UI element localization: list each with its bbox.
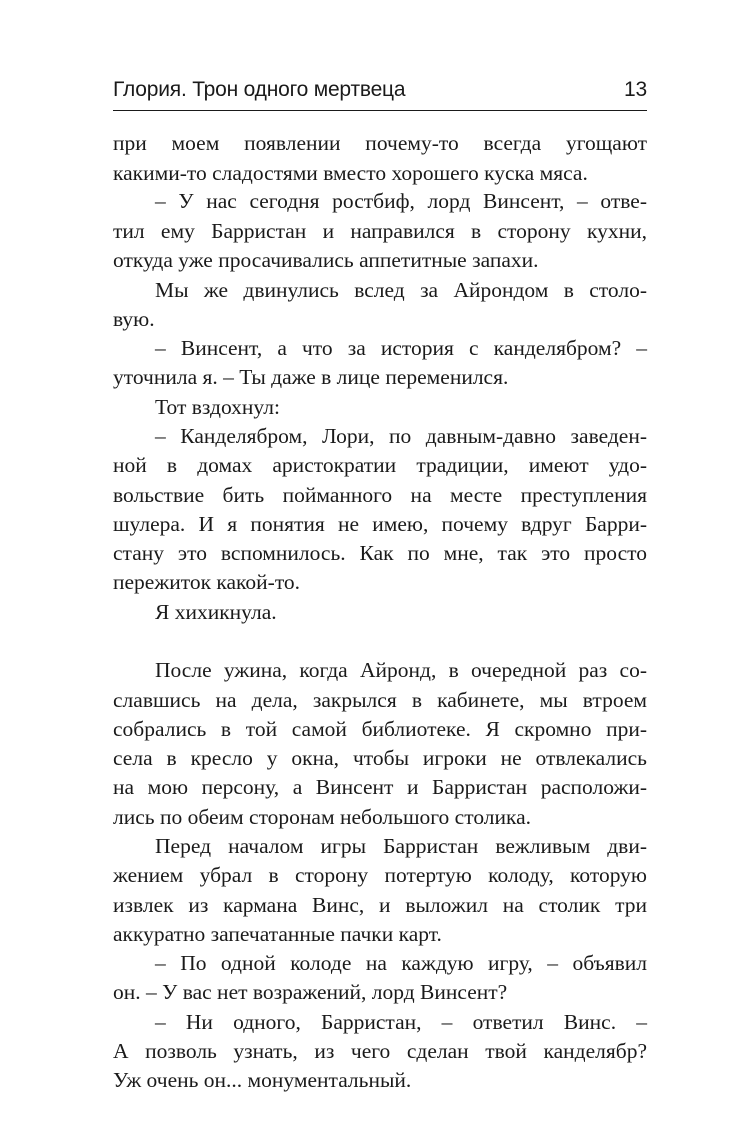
header-rule: [113, 110, 647, 111]
text-line: Мы же двинулись вслед за Айрондом в столо-: [155, 278, 647, 302]
text-line: жением убрал в сторону потертую колоду, которую: [113, 863, 647, 887]
text-line: – Винсент, а что за история с канделябром? –: [155, 336, 647, 360]
text-line: Перед началом игры Барристан вежливым дви-: [155, 834, 647, 858]
text-line: шулера. И я понятия не имею, почему вдруг Барри-: [113, 512, 647, 536]
text-line: – Канделябром, Лори, по давным-давно заведен-: [155, 424, 647, 448]
text-line: какими-то сладостями вместо хорошего куска мяса.: [113, 161, 588, 185]
text-line: извлек из кармана Винс, и выложил на столик три: [113, 893, 647, 917]
text-line: лись по обеим сторонам небольшого столика.: [113, 805, 532, 829]
text-line: тил ему Барристан и направился в сторону кухни,: [113, 219, 647, 243]
text-line: стану это вспомнилось. Как по мне, так это просто: [113, 541, 647, 565]
running-header: [113, 78, 647, 110]
text-line: Я хихикнула.: [155, 600, 277, 624]
text-line: А позволь узнать, из чего сделан твой канделябр?: [113, 1039, 647, 1063]
text-line: села в кресло у окна, чтобы игроки не отвлекались: [113, 746, 647, 770]
text-line: на мою персону, а Винсент и Барристан расположи-: [113, 775, 647, 799]
text-line: аккуратно запечатанные пачки карт.: [113, 922, 442, 946]
text-line: уточнила я. – Ты даже в лице переменился.: [113, 365, 509, 389]
text-line: откуда уже просачивались аппетитные запахи.: [113, 248, 539, 272]
text-line: – По одной колоде на каждую игру, – объявил: [155, 951, 647, 975]
text-line: вую.: [113, 307, 155, 331]
running-title: Глория. Трон одного мертвеца: [113, 78, 406, 101]
text-line: – Ни одного, Барристан, – ответил Винс. –: [155, 1010, 647, 1034]
text-line: Тот вздохнул:: [155, 395, 280, 419]
text-line: собрались в той самой библиотеке. Я скромно при-: [113, 717, 647, 741]
text-line: вольствие бить пойманного на месте преступления: [113, 483, 647, 507]
text-line: пережиток какой-то.: [113, 570, 301, 594]
text-line: при моем появлении почему-то всегда угощают: [113, 131, 647, 155]
page-number: 13: [624, 78, 647, 101]
text-line: После ужина, когда Айронд, в очередной раз со-: [155, 658, 647, 682]
text-line: ной в домах аристократии традиции, имеют удо-: [113, 453, 647, 477]
text-line: славшись на дела, закрылся в кабинете, мы втроем: [113, 688, 647, 712]
text-line: – У нас сегодня ростбиф, лорд Винсент, – отве-: [155, 189, 647, 213]
text-line: он. – У вас нет возражений, лорд Винсент?: [113, 980, 508, 1004]
text-line: Уж очень он... монументальный.: [113, 1068, 412, 1092]
